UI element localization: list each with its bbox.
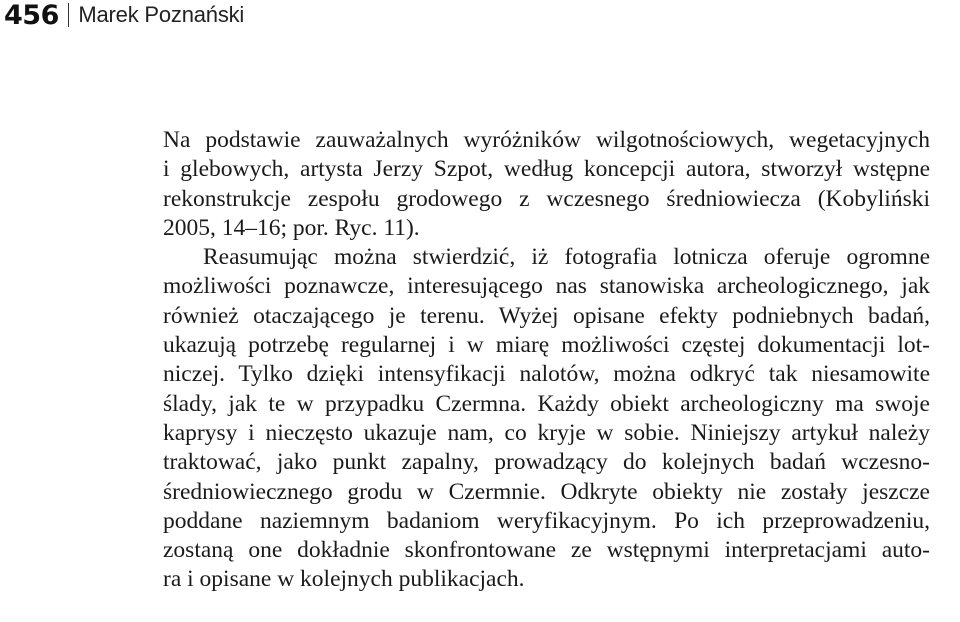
running-head xyxy=(4,0,244,30)
page-number: 456 xyxy=(4,0,59,31)
text-line: zostaną one dokładnie skonfrontowane ze wstępnymi interpretacjami auto- xyxy=(163,537,930,564)
text-line: poddane naziemnym badaniom weryfikacyjnym. Po ich przeprowadzeniu, xyxy=(163,507,930,534)
text-line: i glebowych, artysta Jerzy Szpot, według koncepcji autora, stworzył wstępne xyxy=(163,156,930,183)
running-head-author: Marek Poznański xyxy=(78,2,245,27)
header-divider xyxy=(68,3,70,27)
paragraph-1 xyxy=(163,126,930,243)
text-line: ra i opisane w kolejnych publikacjach. xyxy=(163,566,525,593)
text-line: traktować, jako punkt zapalny, prowadzący do kolejnych badań wczesno- xyxy=(163,449,930,476)
text-line: Reasumując można stwierdzić, iż fotografia lotnicza oferuje ogromne xyxy=(203,244,930,271)
paragraph-2 xyxy=(163,243,930,595)
text-line: również otaczającego je terenu. Wyżej opisane efekty podniebnych badań, xyxy=(163,302,930,329)
text-line: kaprysy i nieczęsto ukazuje nam, co kryje w sobie. Niniejszy artykuł należy xyxy=(163,419,930,446)
body-text xyxy=(163,126,930,595)
text-line: rekonstrukcje zespołu grodowego z wczesnego średniowiecza (Kobyliński xyxy=(163,185,930,212)
text-line: Na podstawie zauważalnych wyróżników wilgotnościowych, wegetacyjnych xyxy=(163,127,930,153)
text-line: ślady, jak te w przypadku Czermna. Każdy obiekt archeologiczny ma swoje xyxy=(163,390,930,417)
text-line: 2005, 14–16; por. Ryc. 11). xyxy=(163,214,420,241)
text-line: niczej. Tylko dzięki intensyfikacji nalotów, można odkryć tak niesamowite xyxy=(163,361,930,388)
text-line: ukazują potrzebę regularnej i w miarę możliwości częstej dokumentacji lot- xyxy=(163,332,930,359)
text-line: możliwości poznawcze, interesującego nas stanowiska archeologicznego, jak xyxy=(163,273,930,300)
text-line: średniowiecznego grodu w Czermnie. Odkryte obiekty nie zostały jeszcze xyxy=(163,478,930,505)
